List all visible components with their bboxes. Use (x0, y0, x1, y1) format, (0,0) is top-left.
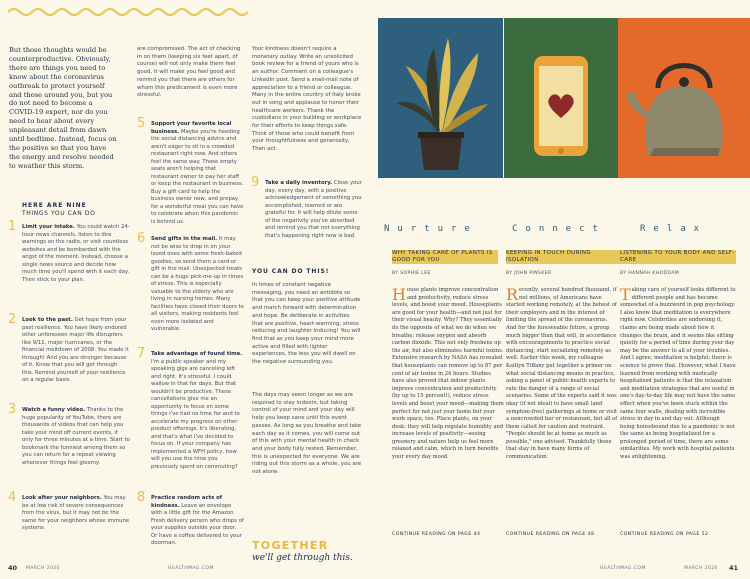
column-2-top-text: are compromised. The act of checking in on them (keeping six feet apart, of course) will not only make them feel good, it will make you feel good and remind you that there are others for whom this predicament is even more stressful. (137, 46, 241, 99)
tip-title: Send gifts in the mail. (151, 236, 218, 242)
footer-site-right: HEALTHMAG.COM (600, 566, 646, 571)
page-number-left: 40 (8, 564, 18, 572)
article-1-body (392, 287, 504, 462)
tip-number: 4 (8, 490, 17, 505)
kettle-illustration-panel (618, 18, 750, 178)
article-1-byline: BY SOPHIE LEE (392, 271, 431, 276)
tip-text: Close your day, every day, with a positive acknowledgement of something you accomplished, learned or are grateful for. It will help dilute some of the negativity you've absorbed and remind you that not everything that's happening right now is bad. (265, 180, 362, 239)
continue-reading-link-3[interactable]: CONTINUE READING ON PAGE 52 (620, 532, 709, 537)
column-3-top-text: Your kindness doesn't require a monetary outlay. Write an unsolicited book review for a friend of yours who is an author. Comment on a colleague's LinkedIn post. Send a snail-mail note of appreciation to a friend or colleague. Many in the entire country of Italy broke out in song and applause to honor their healthcare workers. Thank the custodians in your building or workplace for their efforts to keep things safe. Think of those who could benefit from your thoughtfulness and generosity. Then act. (252, 46, 362, 153)
tip-title: Look to the past. (22, 317, 73, 323)
tip-title: Support your favorite local business. (151, 121, 232, 135)
page-number-right: 41 (729, 564, 739, 572)
drop-cap: H (392, 285, 406, 304)
tip-text: You could watch 24-hour news channels, listen to dire warnings on the radio, or visit countless websites and be bombarded with the angst of the moment. Instead, choose a single news source and decide how much time you'll spend with it each day. Then stick to your plan. (22, 224, 130, 283)
article-3-body (620, 287, 736, 462)
tip-number: 5 (137, 116, 146, 131)
drop-cap: T (620, 285, 631, 304)
tip-title: Take a daily inventory. (265, 180, 333, 186)
you-can-text-2: The days may seem longer as we are required to stay indoors, but taking control of your mind and your day will help you keep sane until this event passes. As long as you breathe and take each day as it comes, you will come out of this with your mental health in check and your body fully rested. Remember, this is unexpected for everyone. We are riding out this storm as a whole, you are not alone. (252, 392, 362, 476)
tip-number: 2 (8, 312, 17, 327)
connect-label: Connect (512, 224, 606, 234)
article-2-body (506, 287, 618, 462)
tip-title: Look after your neighbors. (22, 495, 102, 501)
article-3-byline: BY HANNAH KHODDAM (620, 271, 680, 276)
tip-title: Take advantage of found time. (151, 351, 243, 357)
nurture-label: Nurture (384, 224, 478, 234)
tip-number: 3 (8, 402, 17, 417)
tip-title: Limit your intake. (22, 224, 75, 230)
footer-site-left: HEALTHMAG.COM (168, 566, 214, 571)
tip-text: Maybe you're heeding the social distancing advice and aren't eager to sit in a crowded restaurant right now. And others feel the same way. Those empty seats aren't helping that restaurant owner to pay her staff or keep the restaurant in business. Buy a gift card to help the business owner now, and prepay for a wonderful meal you can have to celebrate when this pandemic is behind us. (151, 128, 244, 225)
tip-text: You may be at low risk of severe consequences from the virus, but it may not be the same for your neighbors whose immune systems (22, 495, 130, 531)
heading-line-1: HERE ARE NINE (22, 202, 87, 209)
continue-reading-link-2[interactable]: CONTINUE READING ON PAGE 48 (506, 532, 595, 537)
phone-illustration-panel (504, 18, 618, 178)
tip-text: Leave an envelope with a little gift for the Amazon Fresh delivery person who drops of your supplies outside your door. Or have a coffee delivered to your doorman. (151, 502, 244, 546)
you-can-text-1: In times of constant negative messaging, you need an antidote so that you can keep your positive attitude and march forward with determination and hope. Be deliberate in activities that are positive, heart-warming, stress reducing and laughter inducing! You will find that as you keep your mind more active and filled with lighter experiences, the less you will dwell on the negative surrounding you. (252, 282, 361, 366)
tip-number: 8 (137, 490, 146, 505)
article-1-text: ouse plants improve concentration and productivity, reduce stress levels, and boost your mood. Houseplants are good for your health—and not just for their visual beauty. Why? They essentially do the opposite of what we do when we breathe: release oxygen and absorb carbon dioxide. This not only freshens up the air, but also eliminates harmful toxins. Extensive research by NASA has revealed that houseplants can remove up to 87 per cent of air toxins in 24 hours. Studies have also proved that indoor plants improve concentration and productivity (by up to 15 percent!), reduce stress levels and boost your mood—making them perfect for not just your home but your work space, too. Place plants, on your desk; they will help regulate humidity and increase levels of positivity—seeing greenery and nature help us feel more relaxed and calm, which in turn benefits your every day mood. (392, 287, 504, 461)
tip-text: Thanks to the huge popularity of YouTube, there are thousands of videos that can help you take your mind off current events, if only for three minutes at a time. Start to bookmark the funniest among them so you can return for a repeat viewing whenever things feel gloomy. (22, 407, 130, 466)
article-3-text: aking care of yourself looks different to different people and has become somewhat of a buzzword in pop psychology. I also know that meditation is everywhere right now. Celebrities are endorsing it, claims are being made about how it changes the brain, and it seems like sitting quietly for a period of time during your day may be the answer to all of your troubles. And I agree, meditation is helpful; there is science to prove that. However, what I have learned from working with medically hospitalized patients is that the relaxation and meditation strategies that are useful in one's day-to-day life may not have the same effect when you've been stuck within the same four walls, dealing with incredible stress in day in and day out. Although being housebound due to a pandemic is not the same as being hospitalized for a prolonged period of time, there are some similarities. My work with hospital patients was enlightening. (620, 287, 736, 461)
tip-number: 1 (8, 219, 17, 234)
article-2-byline: BY JOHN PINSKER (506, 271, 552, 276)
intro-paragraph: But those thoughts would be counterproductive. Obviously, there are things you need to know about the coronavirus outbreak to protect yourself and those around you, but you do not need to become a COVID-19 expert, nor do you need to hear about every unpleasant detail from dawn until bedtime. Instead, focus on the positive so that you have the energy and resolve needed to weather this storm. (9, 46, 117, 170)
tip-number: 9 (251, 175, 260, 190)
you-can-do-this-heading: YOU CAN DO THIS! (252, 268, 330, 275)
plant-illustration-panel (378, 18, 503, 178)
article-1-heading: WHY TAKING CARE OF PLANTS IS GOOD FOR YOU (392, 250, 493, 263)
continue-reading-link-1[interactable]: CONTINUE READING ON PAGE 44 (392, 532, 481, 537)
drop-cap: R (506, 285, 519, 304)
article-2-text: ecently, several hundred thousand, if not millions, of Americans have started working remotely, at the behest of their employers and in the interest of limiting the spread of the coronavirus. And for the foreseeable future, a group much bigger than that will, in accordance with encouragements to practice social distancing, start socializing remotely as well. Earlier this week, my colleague Kaitlyn Tiffany put together a primer on what social distancing means in practice, asking a panel of public-health experts to rate the danger of a range of social scenarios. Some of the experts said it was okay (if not ideal) to have small (and symptom-free) gatherings at home or visit a noncrowded bar or restaurant, but all of them called for caution and restraint. "People should be at home as much as possible," one advised. Thankfully those that stay in have many forms of communication. (506, 287, 618, 461)
article-2-heading: KEEPING IN TOUCH DURING ISOLATION (506, 250, 591, 263)
article-3-heading: LISTENING TO YOUR BODY AND SELF-CARE (620, 250, 735, 263)
tip-text: I'm a public speaker and my speaking gigs are canceling left and right. It's stressful. I could wallow in that for days. But that wouldn't be productive. These cancellations give me an opportunity to focus on some things I've had no time for and to accelerate my progress on other product offerings. It's liberating, and that's what I've decided to focus on. If your company has implemented a WFH policy, how will you use the time you previously spent on commuting? (151, 358, 240, 470)
together-title: TOGETHER (252, 539, 329, 552)
tip-text: It may not be wise to drop in on your loved ones with some fresh-baked goodies, so send them a card or gift in the mail. Unexpected treats can be a huge pick-me-up in times of stress. This is especially valuable to the elderly who are living in nursing homes. Many facilities have closed their doors to all visitors, making residents feel even more isolated and vulnerable. (151, 236, 244, 332)
footer-date-right: MARCH 2020 (684, 566, 718, 571)
footer-date-left: MARCH 2020 (26, 566, 60, 571)
phone-heart-icon (504, 18, 618, 178)
tip-title: Watch a funny video. (22, 407, 86, 413)
plant-icon (378, 18, 503, 178)
tip-title: Practice random acts of kindness. (151, 495, 223, 509)
together-subtitle: we'll get through this. (252, 553, 353, 563)
tip-number: 7 (137, 346, 146, 361)
tip-number: 6 (137, 231, 146, 246)
kettle-icon (618, 18, 750, 178)
relax-label: Relax (640, 224, 708, 234)
tip-text: Get hope from your past resilience. You have likely endured other unforeseen major life disrupters like 9/11, major hurricanes, or the financial meltdown of 2008. You made it through! And you are stronger because of it. Know that you will get through this. Remind yourself of your resilience on a regular basis. (22, 317, 129, 383)
heading-line-2: THINGS YOU CAN DO (22, 210, 96, 217)
